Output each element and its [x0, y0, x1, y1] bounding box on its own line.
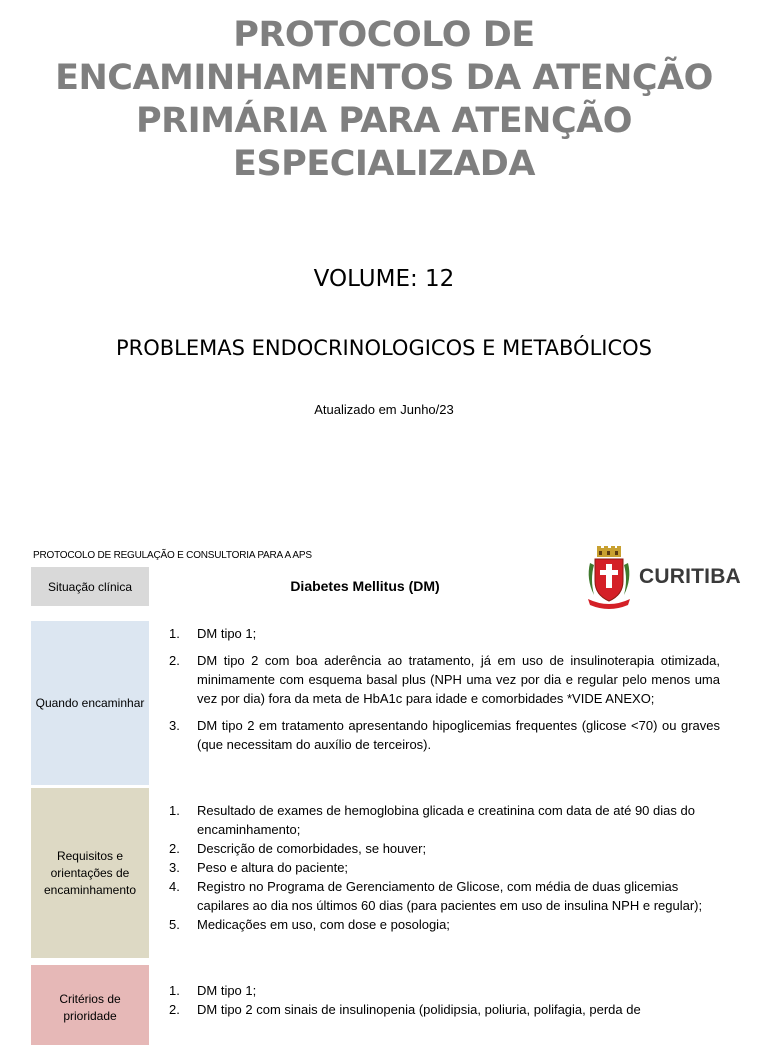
- document-title: [0, 14, 768, 186]
- section-label-criterios: Critérios de prioridade: [31, 965, 149, 1045]
- logo-text: CURITIBA: [639, 565, 741, 588]
- item-number: 1.: [169, 983, 180, 998]
- subject-title: PROBLEMAS ENDOCRINOLOGICOS E METABÓLICOS: [115, 336, 653, 360]
- item-text: DM tipo 2 com sinais de insulinopenia (polidipsia, poliuria, polifagia, perda de: [197, 1002, 641, 1017]
- item-text: Medicações em uso, com dose e posologia;: [197, 917, 450, 932]
- item-text: DM tipo 1;: [197, 626, 257, 641]
- coat-of-arms-icon: [584, 545, 634, 609]
- item-number: 3.: [169, 860, 180, 875]
- title-line: PRIMÁRIA PARA ATENÇÃO: [135, 101, 632, 141]
- item-text: DM tipo 1;: [197, 983, 257, 998]
- volume-label: VOLUME: 12: [313, 266, 455, 292]
- quando-encaminhar-list: [165, 624, 720, 762]
- item-number: 2.: [169, 653, 180, 668]
- item-text: Descrição de comorbidades, se houver;: [197, 841, 427, 856]
- item-text: DM tipo 2 com boa aderência ao tratamento, já em uso de insulinoterapia otimizada, minimamente com esquema basal plus (NPH uma vez por dia e regular pelo menos uma vez por dia) fora da meta de HbA1c para idade e comorbidades *VIDE ANEXO;: [197, 653, 720, 706]
- title-line: ENCAMINHAMENTOS DA ATENÇÃO: [55, 58, 713, 98]
- curitiba-logo: [584, 545, 744, 609]
- title-line: PROTOCOLO DE: [233, 15, 535, 55]
- item-number: 2.: [169, 1002, 180, 1017]
- situation-title: Diabetes Mellitus (DM): [290, 578, 440, 594]
- requisitos-list: [165, 801, 720, 934]
- list-item: [165, 801, 720, 839]
- protocol-header: PROTOCOLO DE REGULAÇÃO E CONSULTORIA PARA A APS: [33, 550, 312, 561]
- item-number: 4.: [169, 879, 180, 894]
- item-number: 1.: [169, 626, 180, 641]
- item-number: 2.: [169, 841, 180, 856]
- item-number: 5.: [169, 917, 180, 932]
- item-text: Peso e altura do paciente;: [197, 860, 349, 875]
- list-item: [165, 981, 720, 1000]
- list-item: [165, 858, 720, 877]
- item-text: Resultado de exames de hemoglobina glicada e creatinina com data de até 90 dias do encaminhamento;: [197, 803, 695, 837]
- list-item: [165, 651, 720, 708]
- item-number: 3.: [169, 718, 180, 733]
- section-label-requisitos: Requisitos e orientações de encaminhamento: [31, 788, 149, 958]
- section-label-quando-encaminhar: Quando encaminhar: [31, 621, 149, 785]
- situation-label: Situação clínica: [31, 567, 149, 606]
- title-line: ESPECIALIZADA: [233, 144, 535, 184]
- list-item: [165, 877, 720, 915]
- list-item: [165, 624, 720, 643]
- list-item: [165, 915, 720, 934]
- list-item: [165, 839, 720, 858]
- criterios-list: [165, 981, 720, 1019]
- list-item: [165, 1000, 720, 1019]
- item-number: 1.: [169, 803, 180, 818]
- item-text: DM tipo 2 em tratamento apresentando hipoglicemias frequentes (glicose <70) ou graves (que necessitam do auxílio de terceiros).: [197, 718, 720, 752]
- list-item: [165, 716, 720, 754]
- item-text: Registro no Programa de Gerenciamento de Glicose, com média de duas glicemias capilares ao dia nos últimos 60 dias (para pacientes em uso de insulina NPH e regular);: [197, 879, 703, 913]
- updated-date: Atualizado em Junho/23: [314, 402, 454, 417]
